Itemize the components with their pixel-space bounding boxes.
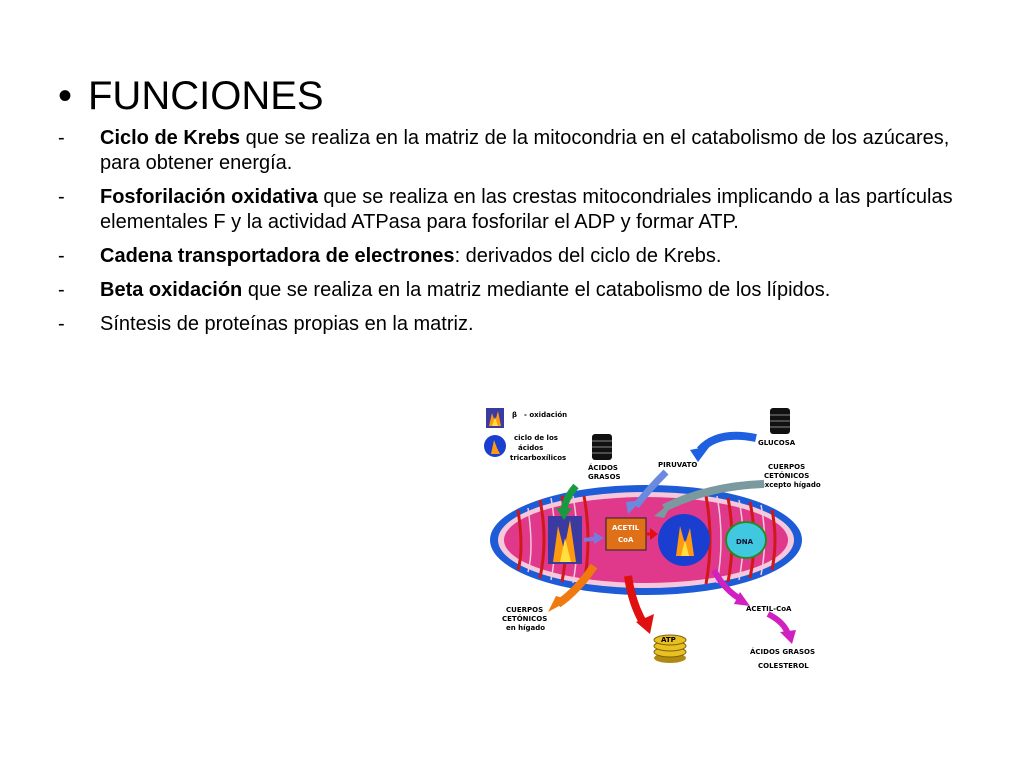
cuerpos-label-3: excepto hígado: [760, 481, 821, 489]
cuerpos-higado-label-2: CETÓNICOS: [502, 615, 548, 623]
item-bold: Fosforilación oxidativa: [100, 186, 318, 208]
acetil-label-2: CoA: [618, 536, 634, 544]
krebs-label-1: ciclo de los: [514, 434, 558, 442]
acetil-label-1: ACETIL: [612, 524, 640, 532]
krebs-label-3: tricarboxílicos: [510, 454, 567, 462]
acidos-grasos-label-2: GRASOS: [588, 473, 621, 481]
item-bold: Cadena transportadora de electrones: [100, 245, 455, 267]
beta-symbol: β: [512, 411, 518, 419]
item-text: Síntesis de proteínas propias en la matriz.: [100, 313, 474, 335]
cuerpos-higado-label-1: CUERPOS: [506, 606, 544, 614]
beta-oxidation-legend-icon: [486, 408, 504, 428]
function-list: [58, 126, 958, 346]
acidos-grasos-out-label: ÁCIDOS GRASOS: [750, 648, 815, 656]
colesterol-label: COLESTEROL: [758, 662, 809, 670]
piruvato-label: PIRUVATO: [658, 461, 698, 469]
item-dash: -: [58, 313, 65, 335]
item-dash: -: [58, 127, 65, 149]
list-item-sintesis: [58, 312, 958, 337]
item-text: que se realiza en la matriz de la mitocondria en el catabolismo de los azúcares, para obtener energía.: [100, 127, 950, 174]
item-dash: -: [58, 279, 65, 301]
glucosa-label: GLUCOSA: [758, 439, 796, 447]
list-item-beta: [58, 278, 958, 303]
item-dash: -: [58, 186, 65, 208]
arrow-acidos-grasos-out-icon: [768, 614, 796, 644]
item-text: que se realiza en la matriz mediante el catabolismo de los lípidos.: [242, 279, 831, 301]
cuerpos-label-2: CETÓNICOS: [764, 472, 810, 480]
item-bold: Beta oxidación: [100, 279, 243, 301]
title-bullet: •: [58, 74, 73, 118]
item-text: : derivados del ciclo de Krebs.: [454, 245, 722, 267]
cuerpos-higado-label-3: en hígado: [506, 624, 546, 632]
list-item-krebs: [58, 126, 958, 176]
glucose-barrel-icon: [770, 408, 790, 434]
acetil-coa-box: [606, 518, 646, 550]
arrow-glucosa-piruvato-icon: [690, 436, 756, 462]
krebs-label-2: ácidos: [518, 444, 544, 452]
mitochondria-diagram: [478, 400, 838, 680]
acetil-coa-label: ACETIL-CoA: [746, 605, 792, 613]
beta-oxidation-label: - oxidación: [524, 411, 568, 419]
item-text: que se realiza en las crestas mitocondriales implicando a las partículas elementales F y la actividad ATPasa para fosforilar el ADP y formar ATP.: [100, 186, 953, 233]
atp-label: ATP: [661, 636, 676, 644]
krebs-cycle-site-icon: [658, 514, 710, 566]
slide-title: [58, 74, 324, 118]
item-dash: -: [58, 245, 65, 267]
beta-oxidation-site-icon: [548, 516, 582, 564]
item-bold: Ciclo de Krebs: [100, 127, 241, 149]
fatty-acids-barrel-icon: [592, 434, 612, 460]
list-item-fosforilacion: [58, 185, 958, 235]
krebs-cycle-legend-icon: [484, 435, 506, 457]
slide-title-text: FUNCIONES: [88, 74, 324, 118]
dna-label: DNA: [736, 538, 754, 546]
cuerpos-label-1: CUERPOS: [768, 463, 806, 471]
list-item-cadena: [58, 244, 958, 269]
acidos-grasos-label-1: ÁCIDOS: [588, 464, 618, 472]
